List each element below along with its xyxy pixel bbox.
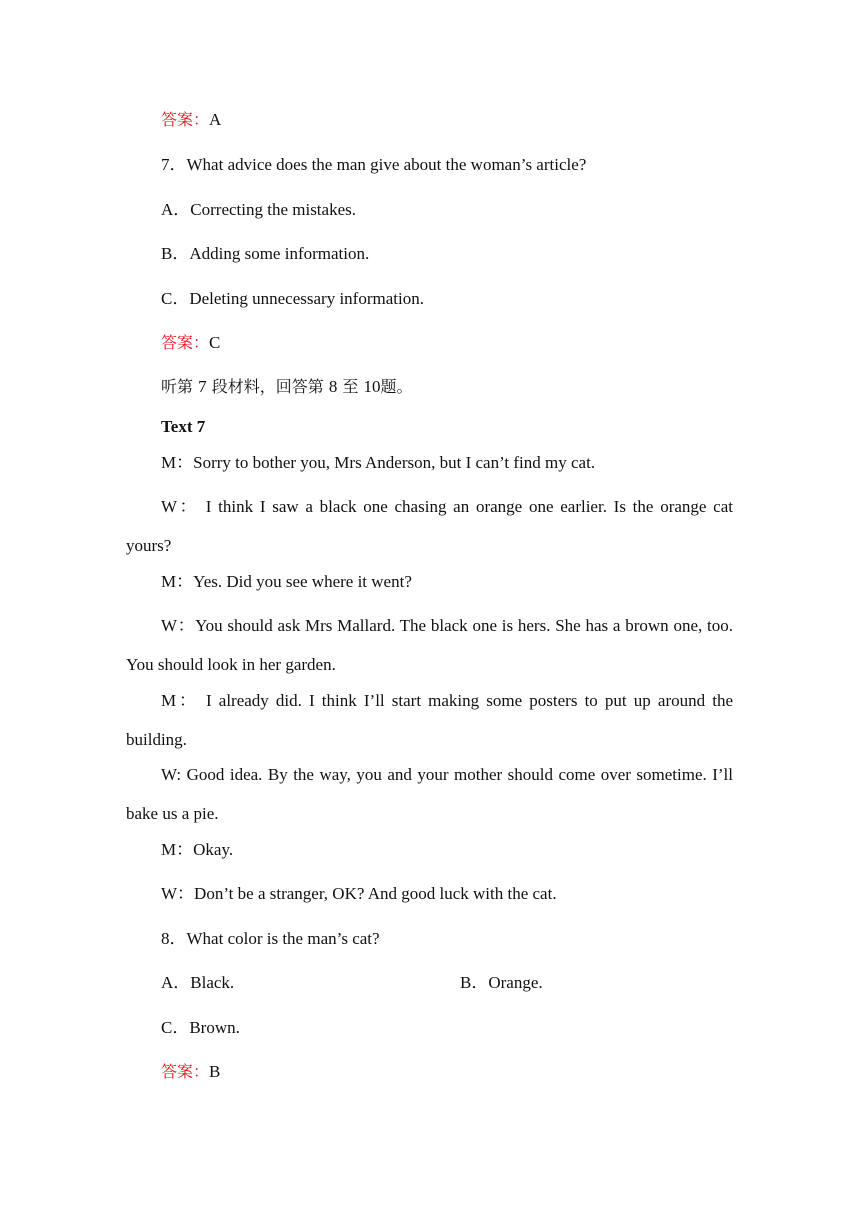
answer-value: B <box>209 1062 221 1081</box>
dialogue-line-continued: building. <box>126 730 187 749</box>
dialogue-line-continued: bake us a pie. <box>126 804 219 823</box>
dialogue-line: W： I think I saw a black one chasing an orange one earlier. Is the orange cat <box>161 497 733 516</box>
section-number: 7 <box>198 377 207 396</box>
answer-value: C <box>209 333 221 352</box>
question-8-stem: 8．What color is the man’s cat? <box>161 929 380 948</box>
question-7-option-a: A．Correcting the mistakes. <box>161 200 356 219</box>
question-7-stem: 7．What advice does the man give about the woman’s article? <box>161 155 587 174</box>
text-heading: Text 7 <box>161 417 206 436</box>
section-instruction <box>161 377 413 397</box>
dialogue-line-continued: You should look in her garden. <box>126 655 336 674</box>
answer-line-q6 <box>161 110 221 130</box>
question-8-option-b: B．Orange. <box>460 973 543 992</box>
section-text: 题。 <box>380 377 413 396</box>
section-text: 听第 <box>161 377 194 396</box>
dialogue-line: M：Okay. <box>161 840 234 859</box>
dialogue-line: M： I already did. I think I’ll start making some posters to put up around the <box>161 691 733 710</box>
dialogue-line: M：Yes. Did you see where it went? <box>161 572 412 591</box>
question-8-option-c: C．Brown. <box>161 1018 240 1037</box>
question-8-option-a: A．Black. <box>161 973 235 992</box>
question-7-option-c: C．Deleting unnecessary information. <box>161 289 424 308</box>
answer-line-q7 <box>161 333 220 353</box>
dialogue-line: W：You should ask Mrs Mallard. The black one is hers. She has a brown one, too. <box>161 616 733 635</box>
section-text: 段材料，回答第 <box>211 377 324 396</box>
section-text: 至 <box>342 377 359 396</box>
answer-value: A <box>209 110 222 129</box>
dialogue-line: M：Sorry to bother you, Mrs Anderson, but I can’t find my cat. <box>161 453 596 472</box>
dialogue-line: W: Good idea. By the way, you and your mother should come over sometime. I’ll <box>161 765 733 784</box>
answer-line-q8 <box>161 1062 220 1082</box>
question-7-option-b: B．Adding some information. <box>161 244 370 263</box>
dialogue-line-continued: yours? <box>126 536 172 555</box>
section-number: 10 <box>363 377 381 396</box>
answer-label: 答案： <box>161 110 210 129</box>
answer-label: 答案： <box>161 333 210 352</box>
dialogue-line: W：Don’t be a stranger, OK? And good luck with the cat. <box>161 884 557 903</box>
answer-label: 答案： <box>161 1062 210 1081</box>
section-number: 8 <box>328 377 338 396</box>
